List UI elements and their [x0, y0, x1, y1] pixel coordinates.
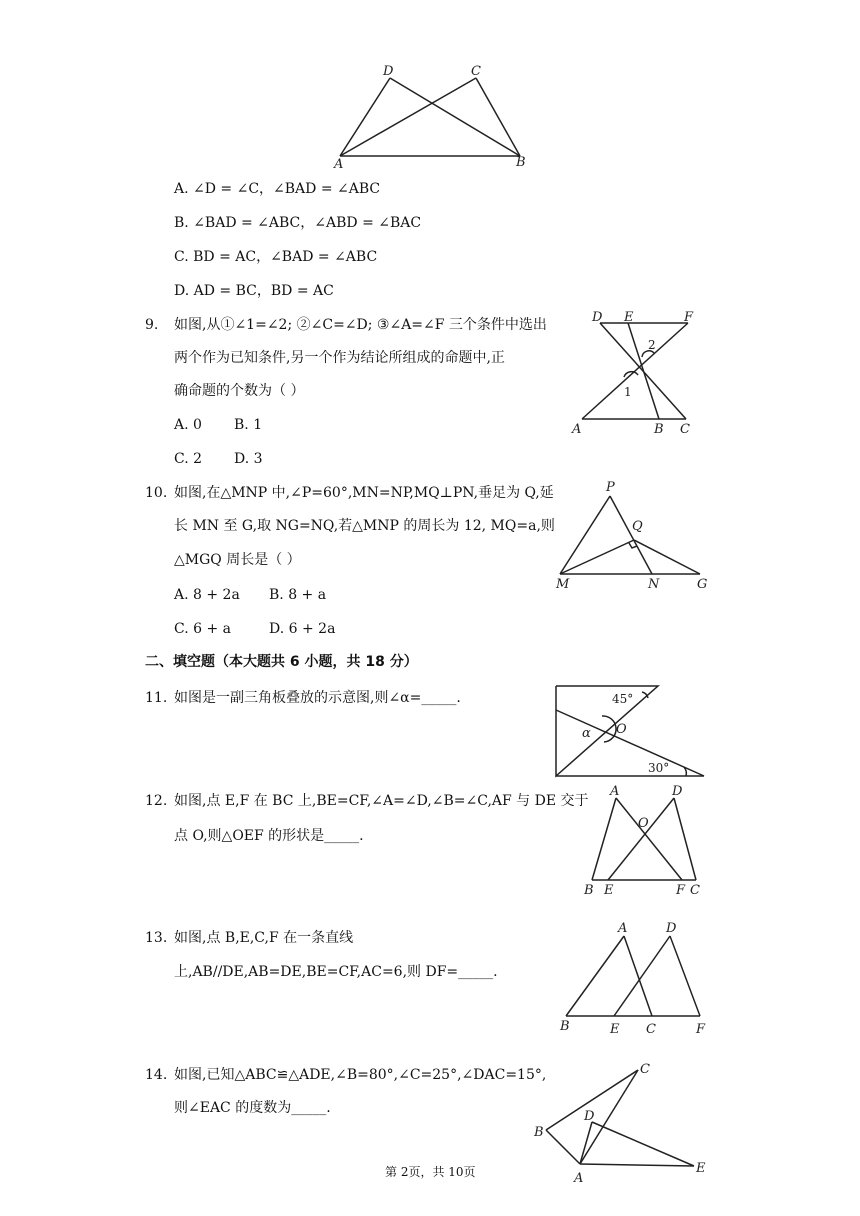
q11-label-o: O	[616, 722, 627, 737]
q9-figure	[568, 305, 708, 440]
q11-number: 11.	[145, 690, 168, 706]
q10-label-p: P	[606, 480, 615, 495]
q11-text-line1: 如图是一副三角板叠放的示意图,则∠α=_____.	[174, 690, 461, 706]
q9-label-e: E	[624, 310, 634, 325]
q14-label-b: B	[534, 1125, 544, 1140]
q12-label-d: D	[672, 784, 683, 799]
q9-label-a: A	[572, 422, 582, 437]
q10-label-g: G	[697, 577, 708, 592]
q13-label-d: D	[666, 921, 677, 936]
q12-label-a: A	[610, 784, 620, 799]
q13-label-e: E	[610, 1022, 620, 1037]
q10-option-a: A. 8 + 2a	[174, 587, 240, 603]
q8-label-a: A	[334, 157, 344, 172]
q8-option-d: D. AD = BC，BD = AC	[174, 283, 334, 299]
q10-option-c: C. 6 + a	[174, 621, 231, 637]
q9-text-line2: 两个作为已知条件,另一个作为结论所组成的命题中,正	[174, 350, 505, 366]
q10-figure	[552, 478, 717, 593]
page-footer: 第 2页，共 10页	[385, 1165, 476, 1179]
q8-option-b: B. ∠BAD = ∠ABC，∠ABD = ∠BAC	[174, 215, 422, 231]
q11-label-alpha: α	[582, 726, 591, 741]
q14-text-line1: 如图,已知△ABC≌△ADE,∠B=80°,∠C=25°,∠DAC=15°,	[174, 1067, 547, 1083]
q11-angle-30: 30°	[648, 761, 670, 775]
q9-label-f: F	[684, 310, 694, 325]
q12-text-line1: 如图,点 E,F 在 BC 上,BE=CF,∠A=∠D,∠B=∠C,AF 与 DE 交于	[174, 793, 589, 809]
q11-angle-45: 45°	[612, 692, 634, 706]
q10-text-line1: 如图,在△MNP 中,∠P=60°,MN=NP,MQ⊥PN,垂足为 Q,延	[174, 485, 554, 501]
q8-label-b: B	[516, 155, 526, 170]
q10-text-line3: △MGQ 周长是（ ）	[174, 552, 301, 568]
q10-option-b: B. 8 + a	[269, 587, 327, 603]
q14-label-e: E	[696, 1161, 706, 1176]
q12-label-c: C	[690, 883, 700, 898]
q12-label-b: B	[584, 883, 594, 898]
q12-figure	[578, 782, 708, 898]
q8-label-c: C	[471, 64, 481, 79]
q9-number: 9.	[145, 317, 159, 333]
q13-number: 13.	[145, 930, 168, 946]
q9-label-c: C	[680, 422, 690, 437]
q9-angle-1: 1	[624, 385, 632, 399]
q9-option-d: D. 3	[234, 451, 263, 467]
q9-text-line1: 如图,从①∠1=∠2; ②∠C=∠D; ③∠A=∠F 三个条件中选出	[174, 317, 547, 333]
q8-label-d: D	[383, 64, 394, 79]
q8-option-a: A. ∠D = ∠C，∠BAD = ∠ABC	[174, 181, 381, 197]
q13-figure	[552, 918, 712, 1038]
q13-label-b: B	[560, 1019, 570, 1034]
q10-label-m: M	[556, 577, 570, 592]
q9-label-b: B	[654, 422, 664, 437]
q12-label-e: E	[604, 883, 614, 898]
q12-text-line2: 点 O,则△OEF 的形状是_____.	[174, 828, 364, 844]
q12-label-o: O	[638, 816, 649, 831]
q10-text-line2: 长 MN 至 G,取 NG=NQ,若△MNP 的周长为 12, MQ=a,则	[174, 518, 555, 534]
q14-figure	[530, 1058, 715, 1184]
q13-label-f: F	[696, 1022, 706, 1037]
q13-text-line2: 上,AB//DE,AB=DE,BE=CF,AC=6,则 DF=_____.	[174, 964, 498, 980]
q11-figure	[552, 680, 712, 782]
q9-text-line3: 确命题的个数为（ ）	[174, 383, 305, 399]
section-fill-in-title: 二、填空题（本大题共 6 小题，共 18 分）	[145, 654, 418, 670]
q9-option-a: A. 0	[174, 417, 202, 433]
q10-label-q: Q	[632, 519, 643, 534]
q13-label-a: A	[618, 921, 628, 936]
q12-label-f: F	[676, 883, 686, 898]
q9-label-d: D	[592, 310, 603, 325]
q14-text-line2: 则∠EAC 的度数为_____.	[174, 1100, 331, 1116]
q10-number: 10.	[145, 485, 168, 501]
q14-number: 14.	[145, 1067, 168, 1083]
q9-option-c: C. 2	[174, 451, 203, 467]
q13-label-c: C	[646, 1022, 656, 1037]
q14-label-d: D	[584, 1109, 595, 1124]
q13-text-line1: 如图,点 B,E,C,F 在一条直线	[174, 930, 354, 946]
q14-label-a: A	[574, 1171, 584, 1186]
q10-option-d: D. 6 + 2a	[269, 621, 336, 637]
q10-label-n: N	[648, 577, 660, 592]
q8-option-c: C. BD = AC，∠BAD = ∠ABC	[174, 249, 378, 265]
q9-angle-2: 2	[648, 338, 656, 352]
q8-figure	[330, 62, 540, 172]
q9-option-b: B. 1	[234, 417, 263, 433]
q12-number: 12.	[145, 793, 168, 809]
q14-label-c: C	[640, 1062, 650, 1077]
